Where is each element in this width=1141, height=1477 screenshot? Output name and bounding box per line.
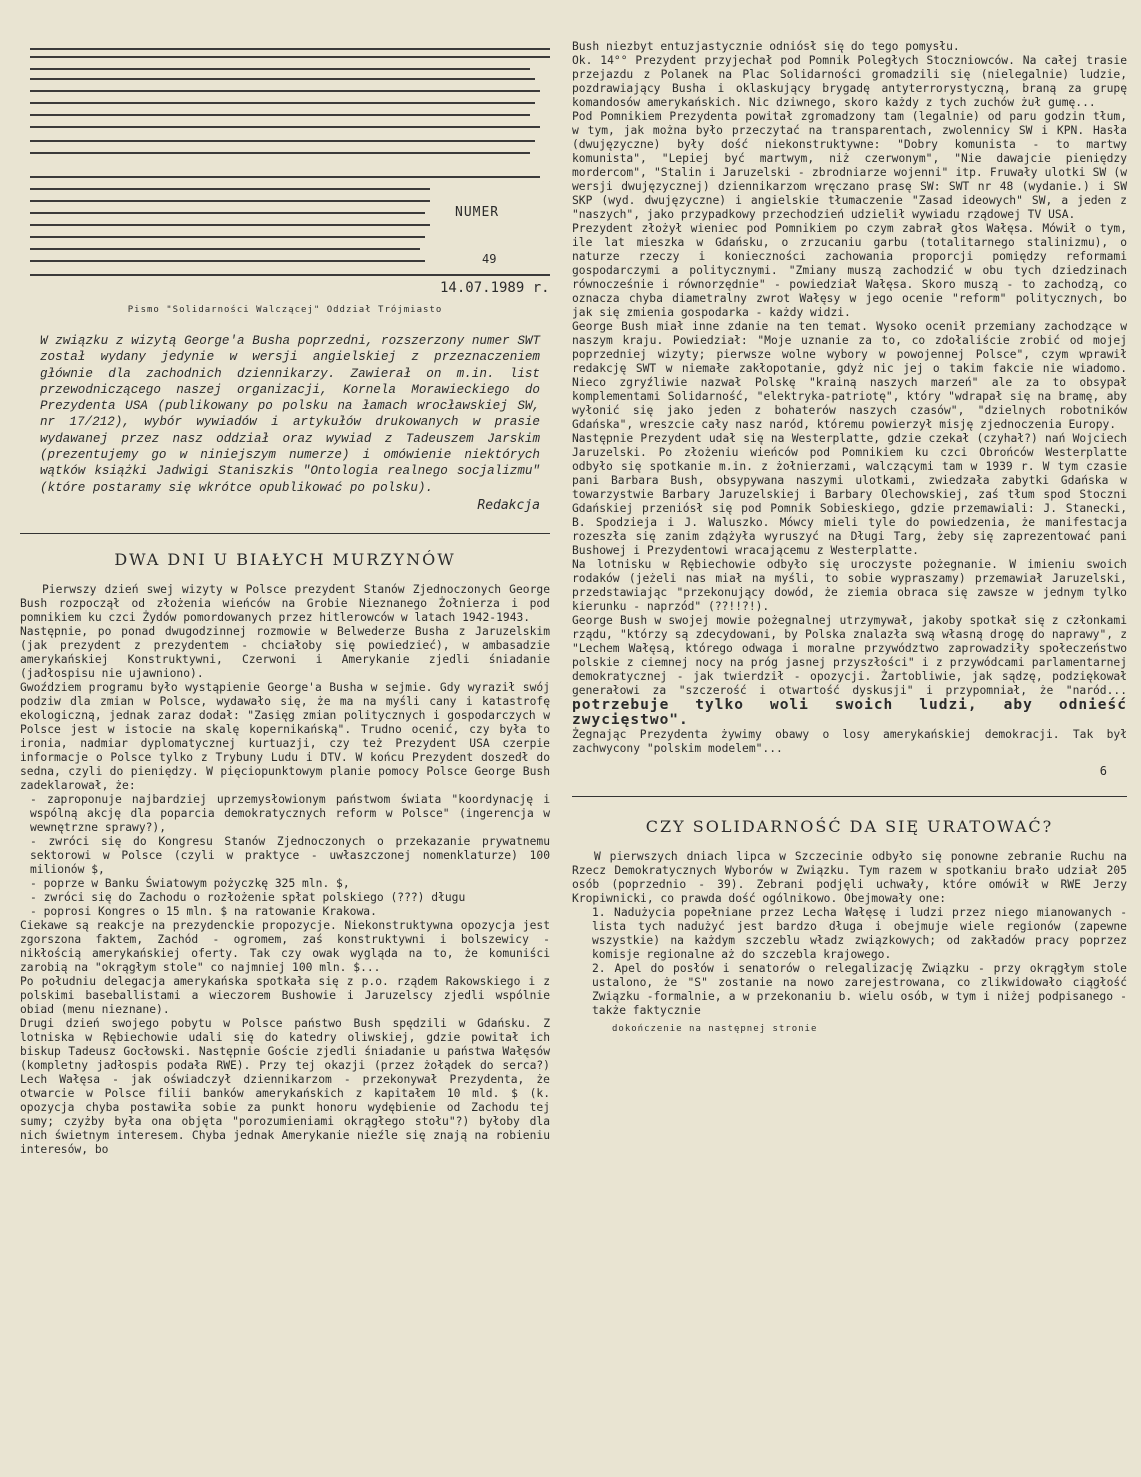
list-item: - zwróci się do Kongresu Stanów Zjednoczonych o przekazanie prywatnemu sektorowi w Polsce (czyli w praktyce - uwłaszczonej nomenklaturze) 100 milionów $, xyxy=(30,834,550,876)
list-item: - poprze w Banku Światowym pożyczkę 325 mln. $, xyxy=(30,876,350,890)
paragraph xyxy=(572,614,1127,728)
paragraph-text: George Bush w swojej mowie pożegnalnej utrzymywał, jakoby spotkał się z członkami rządu, "którzy są zdecydowani, by Polska znalazła swą własną drogę do naprawy", z "Lechem Wałęsą, którego odwaga i moralne przywództwo zaprowadziły społeczeństwo polskie z ciemnej nocy na próg jasnej przyszłości" i z przywódcami parlamentarnej demokratycznej - jak twierdził - opozycji. Żartobliwie, jak sądzę, podziękował generałowi za "szczerość i otwartość dyskusji" i przypomniał, że "naród... xyxy=(572,614,1127,697)
article-title: DWA DNI U BIAŁYCH MURZYNÓW xyxy=(114,549,456,569)
paragraph: George Bush miał inne zdanie na ten temat. Wysoko ocenił przemiany zachodzące w naszym kraju. Powiedział: "Moje uznanie za to, co zdołaliście zrobić od mojej poprzedniej wizyty; pierwsze wolne wybory w powojennej Polsce", czym wprawił redakcję SWT w niemałe zakłopotanie, gdyż nic jej o takim fakcie nie wiadomo. Nieco zgryźliwie nazwał Polskę "krainą naszych marzeń" ale za to obsypał komplementami Solidarność, "elektryka-patriotę", który "wdrapał się na bramę, aby wyłonić się jako jeden z bohaterów naszych czasów", "dzielnych robotników Gdańska", wreszcie cały nasz naród, któremu powierzył misję zjednoczenia Europy. xyxy=(572,320,1127,431)
paragraph: Następnie, po ponad dwugodzinnej rozmowie w Belwederze Busha z Jaruzelskim (jak prezydent z prezydentem - chciałoby się powiedzieć), w ambasadzie amerykańskiej Konstruktywni, Czerwoni i Amerykanie zjedli śniadanie (jadłospisu nie ujawniono). xyxy=(20,624,550,680)
paragraph: Następnie Prezydent udał się na Westerplatte, gdzie czekał (czyhał?) nań Wojciech Jaruzelski. Po złożeniu wieńców pod Pomnikiem ku czci Obrońców Westerplatte odbyło się spotkanie m.in. z żołnierzami, walczącymi tam w 1939 r. W tym czasie pani Barbara Bush, obsypywana naszymi ulotkami, zwiedzała zabytki Gdańska w towarzystwie Barbary Jaruzelskiej i Barbary Olechowskiej, zaś tłum spod Stoczni Gdańskiej przeniósł się pod Pomnik Sobieskiego, gdzie przemawiali: J. Stanecki, B. Spodzieja i J. Waluszko. Mówcy mieli tyle do powiedzenia, że manifestacja rozeszła się zanim zdążyła wyruszyć na Długi Targ, żeby się zaprezentować pani Bushowej i Prezydentowi wracającemu z Westerplatte. xyxy=(572,432,1127,557)
paragraph: Na lotnisku w Rębiechowie odbyło się uroczyste pożegnanie. W imieniu swoich rodaków (jeżeli nas miał na myśli, to sobie wypraszamy) przemawiał Jaruzelski, przedstawiając "przekonujący dowód, że ziemia obraca się zawsze w jednym tylko kierunku - naprzód" (??!!?!). xyxy=(572,558,1127,613)
left-column xyxy=(20,40,550,1157)
masthead-logo-lines xyxy=(30,48,545,278)
paragraph: Bush niezbyt entuzjastycznie odniósł się do tego pomysłu. xyxy=(572,40,960,53)
divider xyxy=(572,796,1127,797)
divider xyxy=(20,533,550,534)
paragraph: Ok. 14°° Prezydent przyjechał pod Pomnik Poległych Stoczniowców. Na całej trasie przejazdu z Polanek na Plac Solidarności gromadzili się (nielegalnie) ludzie, pozdrawiający Busha i oklaskujący brygadę antyterrorystyczną, braną za grupę komandosów amerykańskich. Nic dziwnego, skoro każdy z tych zuchów żuł gumę... xyxy=(572,54,1127,109)
list-item: 2. Apel do posłów i senatorów o relegalizację Związku - przy okrągłym stole ustalono, że "S" zostanie na nowo zarejestrowana, co zlikwidowało ciągłość Związku -formalnie, a w przekonaniu b. wielu osób, w tym i niżej podpisanego -także faktycznie xyxy=(592,962,1127,1017)
issue-date: 14.07.1989 r. xyxy=(440,280,550,296)
issue-number: 49 xyxy=(482,252,497,266)
paragraph: Drugi dzień swojego pobytu w Polsce państwo Bush spędzili w Gdańsku. Z lotniska w Rębiechowie udali się do katedry oliwskiej, gdzie powitał ich biskup Tadeusz Gocłowski. Następnie Goście zjedli śniadanie u państwa Wałęsów (kompletny jadłospis podała RWE). Przy tej okazji (przez żołądek do serca?) Lech Wałęsa - jak oświadczył dziennikarzom - przekonywał Prezydenta, że otwarcie w Polsce filii banków amerykańskich z kapitałem 10 mld. $ (k. opozycja chyba postawiła sobie za punkt honoru wydębienie od Zachodu tej sumy; czyżby była ona objęta "porozumieniami okrągłego stołu"?) byłoby dla nich świetnym interesem. Chyba jednak Amerykanie nieźle się znają na robieniu interesów, bo xyxy=(20,1016,550,1156)
editorial-intro: W związku z wizytą George'a Busha poprzedni, rozszerzony numer SWT został wydany jedynie w wersji angielskiej z przeznaczeniem głównie dla zachodnich dziennikarzy. Zawierał on m.in. list przewodniczącego naszej organizacji, Kornela Morawieckiego do Prezydenta USA (publikowany po polsku na łamach wrocławskiej SW, nr 17/212), wybór wywiadów i artykułów drukowanych w prasie wydawanej przez nasz oddział oraz wywiad z Tadeuszem Jarskim (prezentujemy go w niniejszym numerze) i omówienie niektórych wątków książki Jadwigi Staniszkis "Ontologia realnego socjalizmu" (które postaramy się wkrótce opublikować po polsku). xyxy=(40,334,540,495)
right-column xyxy=(572,40,1127,1034)
issue-number-label: NUMER xyxy=(455,205,500,220)
paragraph: Prezydent złożył wieniec pod Pomnikiem po czym zabrał głos Wałęsa. Mówił o tym, ile lat mieszka w Gdańsku, o zrzucaniu garbu (totalitarnego stalinizmu), o naturze rzeczy i konieczności zachowania proporcji pomiędzy reformami gospodarczymi a politycznymi. "Zmiany muszą zachodzić w obu tych dziedzinach równocześnie i równorzędnie" - powiedział Wałęsa. Skoro muszą - to zachodzą, co oznacza chyba diametralny zwrot Wałęsy w jego ocenie "reform" politycznych, bo jak się zmienia gospodarka - każdy widzi. xyxy=(572,222,1127,319)
list-item: - poprosi Kongres o 15 mln. $ na ratowanie Krakowa. xyxy=(30,904,377,918)
paragraph: Po południu delegacja amerykańska spotkała się z p.o. rządem Rakowskiego i z polskimi baseballistami a wieczorem Bushowie i Jaruzelscy zjedli wspólnie obiad (menu nieznane). xyxy=(20,974,550,1016)
paragraph: Żegnając Prezydenta żywimy obawy o losy amerykańskiej demokracji. Tak był zachwycony "polskim modelem"... xyxy=(572,728,1127,755)
article-title: CZY SOLIDARNOŚĆ DA SIĘ URATOWAĆ? xyxy=(645,817,1054,836)
continued-note: dokończenie na następnej stronie xyxy=(612,1024,818,1034)
paragraph: Gwoździem programu było wystąpienie George'a Busha w sejmie. Gdy wyraził swój podziw dla zmian w Polsce, wydawało się, że ma na myśli cany i katastrofę ekologiczną, jednak zaraz dodał: "Zasięg zmian politycznych i gospodarczych w Polsce jest w istocie na skalę kopernikańską". Trudno ocenić, czy była to ironia, nadmiar dyplomatycznej kurtuazji, czy też Prezydent USA czerpie informacje o Polsce tylko z Trybuny Ludu i DTV. W końcu Prezydent doszedł do sedna, czyli do pieniędzy. W pięciopunktowym planie pomocy Polsce George Bush zadeklarował, że: xyxy=(20,680,550,792)
masthead xyxy=(20,40,550,295)
page-number: 6 xyxy=(1099,764,1107,778)
paragraph: Pierwszy dzień swej wizyty w Polsce prezydent Stanów Zjednoczonych George Bush rozpoczął od złożenia wieńców na Grobie Nieznanego Żołnierza i pod pomnikiem ku czci Żydów pomordowanych przez hitlerowców w latach 1942-1943. xyxy=(20,582,550,624)
paragraph: Pod Pomnikiem Prezydenta powitał zgromadzony tam (legalnie) od paru godzin tłum, w tym, jak można było przeczytać na transparentach, zwolennicy SW i KPN. Hasła (dwujęzyczne) były dość niekonstruktywne: "Dobry komunista - to martwy komunista", "Lepiej być martwym, niż czerwonym", "Nie dawajcie pieniędzy mordercom", "Stalin i Jaruzelski - zbrodniarze wojenni" itp. Fruwały ulotki SW (w wersji dwujęzycznej) dziennikarzom wręczano prasę SW: SWT nr 48 (wydanie.) i SW SKP (wyd. dwujęzyczne) i angielskie tłumaczenie "Zasad ideowych" SW, a jeden z "naszych", jako przypadkowy przechodzień udzielił wywiadu rządowej TV USA. xyxy=(572,110,1127,221)
list-item: - zaproponuje najbardziej uprzemysłowionym państwom świata "koordynację i wspólną akcję dla poparcia demokratycznych reform w Polsce" (ingerencja w wewnętrzne sprawy?), xyxy=(30,792,550,834)
list-item: 1. Nadużycia popełniane przez Lecha Wałęsę i ludzi przez niego mianowanych - lista tych nadużyć jest bardzo długa i obejmuje wiele regionów (zapewne wszystkie) na każdym szczeblu władz związkowych; od zakładów pracy poprzez komisje regionalne aż do szczebla krajowego. xyxy=(592,906,1127,961)
masthead-subtitle: Pismo "Solidarności Walczącej" Oddział Trójmiasto xyxy=(127,305,443,315)
paragraph: W pierwszych dniach lipca w Szczecinie odbyło się ponowne zebranie Ruchu na Rzecz Demokratycznych Wyborów w Związku. Tym razem w spotkaniu brało udział 205 osób (poprzednio - 39). Zebrani podjęli uchwały, które omówił w RWE Jerzy Kropiwnicki, co prawda dość ogólnikowo. Obejmowały one: xyxy=(572,850,1127,905)
list-item: - zwróci się do Zachodu o rozłożenie spłat polskiego (???) długu xyxy=(30,890,466,904)
editorial-signature: Redakcja xyxy=(477,497,540,513)
paragraph: Ciekawe są reakcje na prezydenckie propozycje. Niekonstruktywna opozycja jest zgorszona faktem, Zachód - ogromem, zaś konstruktywni i bolszewicy - nikłością amerykańskiej oferty. Tak czy owak wygląda na to, że komuniści zarobią na "okrągłym stole" co najmniej 100 mln. $... xyxy=(20,918,550,974)
emphasized-quote: potrzebuje tylko woli swoich ludzi, aby odnieść zwycięstwo". xyxy=(572,697,1127,728)
